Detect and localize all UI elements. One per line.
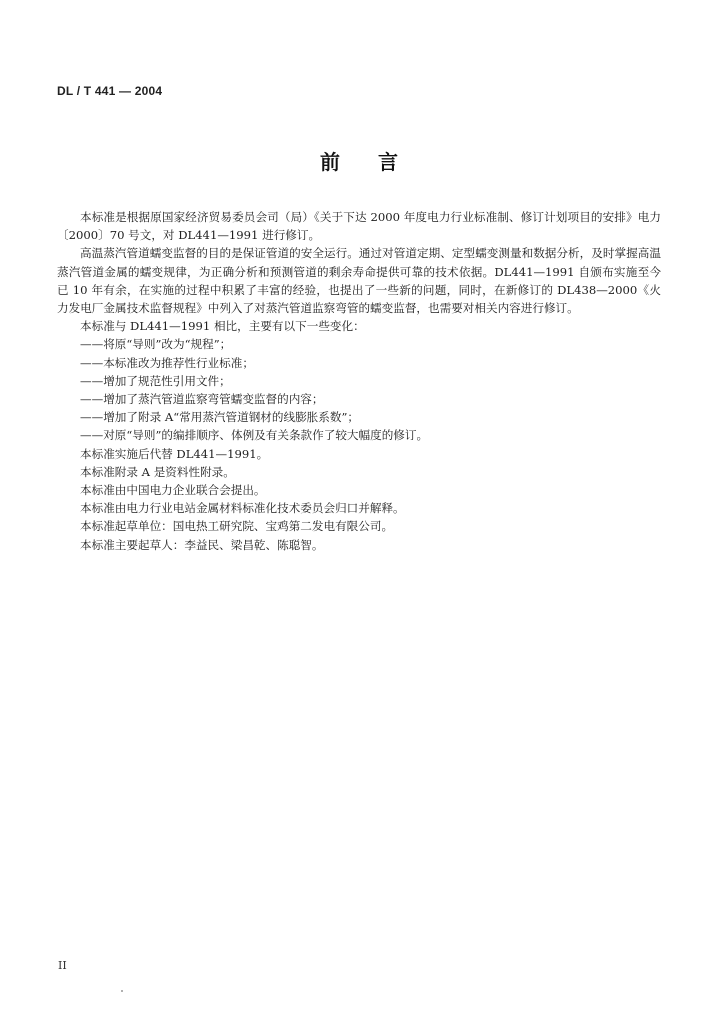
- closing-statement: 本标准由电力行业电站金属材料标准化技术委员会归口并解释。: [80, 501, 405, 516]
- change-item: ——将原“导则”改为“规程”；: [80, 337, 232, 352]
- change-item: ——增加了蒸汽管道监察弯管蠕变监督的内容；: [80, 392, 324, 407]
- document-body: [57, 208, 661, 554]
- change-item: ——增加了规范性引用文件；: [80, 373, 231, 388]
- scan-speck: [121, 990, 123, 992]
- change-item: ——对原“导则”的编排顺序、体例及有关条款作了较大幅度的修订。: [80, 428, 429, 443]
- page-number: II: [58, 959, 67, 972]
- change-item: ——增加了附录 A“常用蒸汽管道钢材的线膨胀系数”；: [80, 410, 359, 425]
- paragraph: 高温蒸汽管道蠕变监督的目的是保证管道的安全运行。通过对管道定期、定型蠕变测量和数据分析，及时掌握高温蒸汽管道金属的蠕变规律，为正确分析和预测管道的剩余寿命提供可靠的技术依据。DL441—1991 自颁布实施至今已 10 年有余，在实施的过程中积累了丰富的经验，也提出了一些新的问题，同时，在新修订的 DL438—2000《火力发电厂金属技术监督规程》中列入了对蒸汽管道监察弯管的蠕变监督，也需要对相关内容进行修订。: [57, 246, 661, 316]
- change-item: ——本标准改为推荐性行业标准；: [80, 355, 254, 370]
- closing-statement: 本标准主要起草人：李益民、梁昌乾、陈聪智。: [80, 537, 324, 552]
- paragraph: 本标准与 DL441—1991 相比，主要有以下一些变化：: [80, 319, 365, 334]
- standard-code: DL / T 441 — 2004: [57, 84, 163, 98]
- closing-statement: 本标准起草单位：国电热工研究院、宝鸡第二发电有限公司。: [80, 519, 394, 534]
- closing-statement: 本标准由中国电力企业联合会提出。: [80, 483, 266, 498]
- page-title: 前言: [320, 150, 436, 174]
- paragraph: 本标准是根据原国家经济贸易委员会司（局）《关于下达 2000 年度电力行业标准制、修订计划项目的安排》电力〔2000〕70 号文，对 DL441—1991 进行修订。: [57, 210, 661, 243]
- closing-statement: 本标准附录 A 是资料性附录。: [80, 464, 235, 479]
- closing-statement: 本标准实施后代替 DL441—1991。: [80, 446, 269, 461]
